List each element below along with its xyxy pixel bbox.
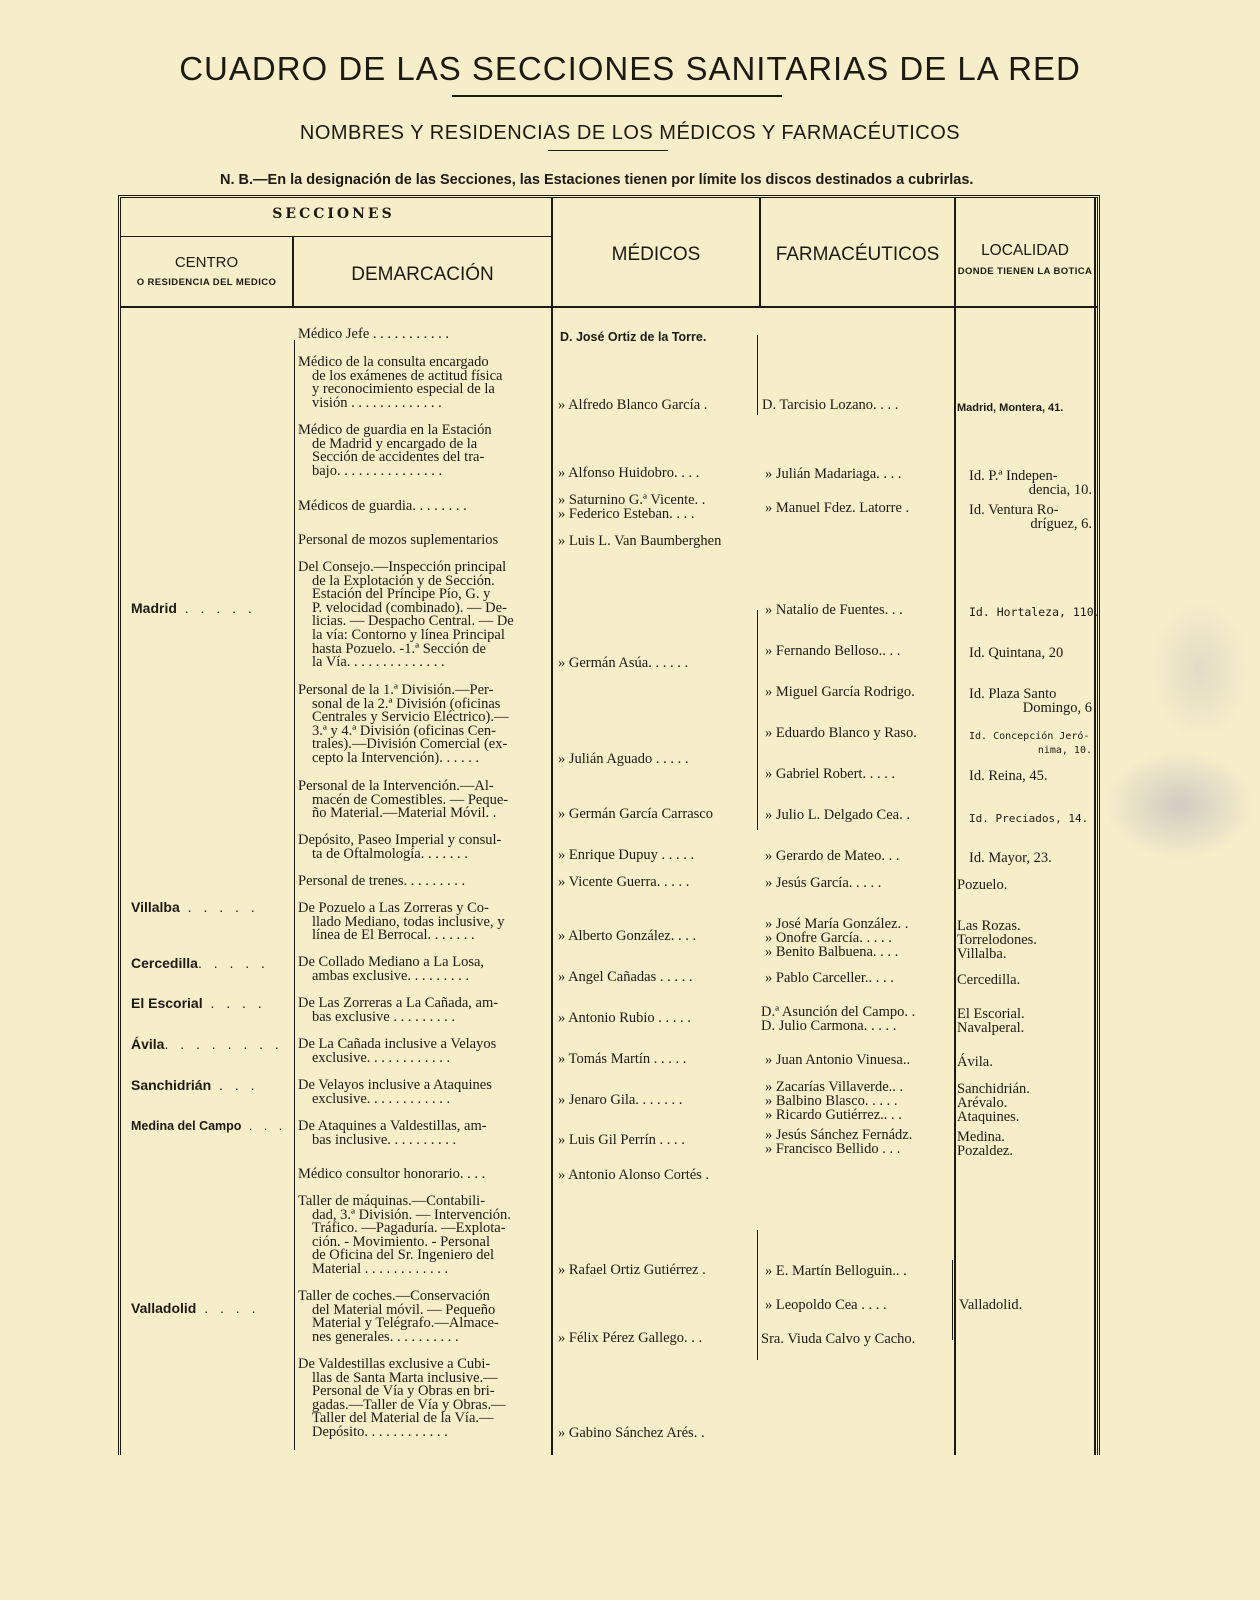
medico-5: » Luis L. Van Baumberghen bbox=[558, 533, 722, 549]
localidad-2a: Id. P.ª Indepen- bbox=[969, 468, 1058, 484]
demarcacion-7: Personal de la 1.ª División.—Per- sonal de la 2.ª División (oficinas Centrales y Servicio Eléctrico).— 3.ª y 4.ª División (oficinas Cen- trales).—División Comercial (ex- cepto la Intervención). . . . . . bbox=[298, 682, 509, 766]
localidad-12b: Torrelodones. bbox=[957, 932, 1037, 948]
demarcacion-11: De Pozuelo a Las Zorreras y Co- llado Mediano, todas inclusive, y línea de El Berrocal. . . . . . . bbox=[298, 900, 505, 944]
farmaceutico-17b: » Francisco Bellido . . . bbox=[765, 1141, 901, 1157]
centro-escorial: El Escorial . . . . bbox=[131, 995, 266, 1011]
localidad-9: Id. Preciados, 14. bbox=[969, 812, 1089, 825]
farmaceutico-18: » E. Martín Belloguin.. . bbox=[765, 1263, 907, 1279]
brace-demarcacion bbox=[294, 340, 295, 1450]
farmaceutico-9: » Julio L. Delgado Cea. . bbox=[765, 807, 910, 823]
medico-13: » Antonio Rubio . . . . . bbox=[558, 1010, 691, 1026]
brace-medicos-1 bbox=[757, 335, 758, 415]
header-demarcacion: DEMARCACIÓN bbox=[351, 264, 494, 285]
demarcacion-10: Personal de trenes. . . . . . . . . bbox=[298, 873, 466, 889]
localidad-17a: Medina. bbox=[957, 1129, 1005, 1145]
medico-4a: » Saturnino G.ª Vicente. . bbox=[558, 492, 706, 508]
localidad-12a: Las Rozas. bbox=[957, 918, 1021, 934]
farmaceutico-20: Sra. Viuda Calvo y Cacho. bbox=[761, 1331, 916, 1347]
localidad-15: Ávila. bbox=[957, 1054, 993, 1070]
farmaceutico-17a: » Jesús Sánchez Fernádz. bbox=[765, 1127, 913, 1143]
demarcacion-3: Médico de guardia en la Estación de Madrid y encargado de la Sección de accidentes del tra- bajo. . . . . . . . . . . . . . . bbox=[298, 422, 492, 479]
localidad-14b: Navalperal. bbox=[957, 1020, 1025, 1036]
farmaceutico-12b: » Onofre García. . . . . bbox=[765, 930, 892, 946]
localidad-6a: Id. Plaza Santo bbox=[969, 686, 1057, 702]
header-farmaceuticos: FARMACÉUTICOS bbox=[775, 244, 940, 265]
centro-madrid: Madrid . . . . . bbox=[131, 600, 256, 616]
localidad-16b: Arévalo. bbox=[957, 1095, 1008, 1111]
demarcacion-4: Médicos de guardia. . . . . . . . bbox=[298, 498, 467, 514]
centro-avila: Ávila. . . . . . . . bbox=[131, 1036, 283, 1052]
medico-3: » Alfonso Huidobro. . . . bbox=[558, 465, 700, 481]
title-underline bbox=[452, 95, 782, 97]
localidad-11: Pozuelo. bbox=[957, 877, 1008, 893]
demarcacion-13: De Las Zorreras a La Cañada, am- bas exclusive . . . . . . . . . bbox=[298, 995, 499, 1025]
demarcacion-16: De Ataquines a Valdestillas, am- bas inclusive. . . . . . . . . . bbox=[298, 1118, 487, 1148]
medico-1: D. José Ortiz de la Torre. bbox=[560, 330, 707, 344]
medico-6: » Germán Asúa. . . . . . bbox=[558, 655, 689, 671]
centro-valladolid: Valladolid . . . . bbox=[131, 1300, 260, 1316]
demarcacion-15: De Velayos inclusive a Ataquines exclusive. . . . . . . . . . . . bbox=[298, 1077, 492, 1107]
header-centro-label: CENTRO bbox=[174, 254, 239, 271]
subtitle-underline bbox=[548, 150, 668, 151]
localidad-7b: nima, 10. bbox=[1037, 745, 1092, 756]
demarcacion-17: Médico consultor honorario. . . . bbox=[298, 1166, 486, 1182]
demarcacion-2: Médico de la consulta encargado de los exámenes de actitud física y reconocimiento especial de la visión . . . . . . . . . . . . . bbox=[298, 354, 503, 411]
secciones-rule bbox=[121, 236, 551, 237]
medico-18: » Rafael Ortiz Gutiérrez . bbox=[558, 1262, 706, 1278]
farmaceutico-6: » Miguel García Rodrigo. bbox=[765, 684, 915, 700]
ink-smudge-faint bbox=[1150, 600, 1250, 740]
header-centro bbox=[121, 254, 292, 288]
header-centro-sub: O RESIDENCIA DEL MEDICO bbox=[136, 277, 277, 288]
farmaceutico-16a: » Zacarías Villaverde.. . bbox=[765, 1079, 904, 1095]
localidad-3a: Id. Ventura Ro- bbox=[969, 502, 1059, 518]
farmaceutico-2: » Julián Madariaga. . . . bbox=[765, 466, 902, 482]
farmaceutico-16c: » Ricardo Gutiérrez.. . . bbox=[765, 1107, 902, 1123]
ink-smudge bbox=[1105, 750, 1255, 860]
localidad-18: Valladolid. bbox=[959, 1297, 1023, 1313]
farmaceutico-1: D. Tarcisio Lozano. . . . bbox=[762, 397, 899, 413]
farmaceutico-5: » Fernando Belloso.. . . bbox=[765, 643, 901, 659]
demarcacion-18: Taller de máquinas.—Contabili- dad, 3.ª División. — Intervención. Tráfico. —Pagaduría. —Explota- ción. - Movimiento. - Personal de Oficina del Sr. Ingeniero del Material . . . . . . . . . . . . bbox=[298, 1193, 511, 1277]
demarcacion-6: Del Consejo.—Inspección principal de la Explotación y de Sección. Estación del Príncipe Pío, G. y P. velocidad (combinado). — De- licias. — Despacho Central. — De la vía: Contorno y línea Principal hasta Pozuelo. -1.ª Sección de la Vía. . . . . . . . . . . . . . bbox=[298, 559, 514, 671]
demarcacion-12: De Collado Mediano a La Losa, ambas exclusive. . . . . . . . . bbox=[298, 954, 485, 984]
medico-12: » Angel Cañadas . . . . . bbox=[558, 969, 693, 985]
brace-farmaceuticos bbox=[952, 1260, 953, 1340]
medico-10: » Vicente Guerra. . . . . bbox=[558, 874, 690, 890]
medico-17: » Antonio Alonso Cortés . bbox=[558, 1167, 710, 1183]
localidad-3b: dríguez, 6. bbox=[1030, 516, 1092, 532]
farmaceutico-3: » Manuel Fdez. Latorre . bbox=[765, 500, 910, 516]
col-sep-farmaceuticos bbox=[954, 198, 956, 1455]
farmaceutico-14a: D.ª Asunción del Campo. . bbox=[761, 1004, 916, 1020]
localidad-16a: Sanchidrián. bbox=[957, 1081, 1030, 1097]
localidad-5: Id. Quintana, 20 bbox=[969, 645, 1064, 661]
col-sep-demarcacion bbox=[551, 198, 553, 1455]
medico-8: » Germán García Carrasco bbox=[558, 806, 713, 822]
page-subtitle: NOMBRES Y RESIDENCIAS DE LOS MÉDICOS Y FARMACÉUTICOS bbox=[299, 122, 961, 144]
demarcacion-1: Médico Jefe . . . . . . . . . . . bbox=[298, 326, 450, 342]
medico-15: » Jenaro Gila. . . . . . . bbox=[558, 1092, 683, 1108]
localidad-13: Cercedilla. bbox=[957, 972, 1021, 988]
localidad-10: Id. Mayor, 23. bbox=[969, 850, 1052, 866]
localidad-17b: Pozaldez. bbox=[957, 1143, 1013, 1159]
centro-villalba: Villalba . . . . . bbox=[131, 899, 259, 915]
localidad-12c: Villalba. bbox=[957, 946, 1007, 962]
header-localidad-sub: DONDE TIENEN LA BOTICA bbox=[957, 266, 1093, 277]
medico-9: » Enrique Dupuy . . . . . bbox=[558, 847, 695, 863]
medico-2: » Alfredo Blanco García . bbox=[558, 397, 708, 413]
farmaceutico-4: » Natalio de Fuentes. . . bbox=[765, 602, 903, 618]
localidad-14a: El Escorial. bbox=[957, 1006, 1025, 1022]
note-text: N. B.—En la designación de las Secciones, las Estaciones tienen por límite los discos destinados a cubrirlas. bbox=[220, 172, 974, 188]
medico-7: » Julián Aguado . . . . . bbox=[558, 751, 689, 767]
header-bottom-rule bbox=[121, 306, 1097, 308]
col-sep-localidad bbox=[1094, 198, 1096, 1455]
medico-14: » Tomás Martín . . . . . bbox=[558, 1051, 687, 1067]
demarcacion-20: De Valdestillas exclusive a Cubi- llas de Santa Marta inclusive.— Personal de Vía y Obras en bri- gadas.—Taller de Vía y Obras.— Taller del Material de la Vía.— Depósito. . . . . . . . . . . . bbox=[298, 1356, 506, 1440]
farmaceutico-10: » Gerardo de Mateo. . . bbox=[765, 848, 900, 864]
localidad-1: Madrid, Montera, 41. bbox=[957, 402, 1064, 414]
brace-medicos-3 bbox=[757, 1230, 758, 1360]
farmaceutico-19: » Leopoldo Cea . . . . bbox=[765, 1297, 887, 1313]
medico-11: » Alberto González. . . . bbox=[558, 928, 697, 944]
demarcacion-9: Depósito, Paseo Imperial y consul- ta de Oftalmología. . . . . . . bbox=[298, 832, 502, 862]
header-medicos: MÉDICOS bbox=[611, 244, 701, 265]
medico-16: » Luis Gil Perrín . . . . bbox=[558, 1132, 685, 1148]
header-localidad bbox=[956, 242, 1094, 277]
demarcacion-19: Taller de coches.—Conservación del Material móvil. — Pequeño Material y Telégrafo.—Almace- nes generales. . . . . . . . . . bbox=[298, 1288, 499, 1345]
farmaceutico-15: » Juan Antonio Vinuesa.. bbox=[765, 1052, 911, 1068]
page-title: CUADRO DE LAS SECCIONES SANITARIAS DE LA RED bbox=[179, 50, 1081, 87]
localidad-2b: dencia, 10. bbox=[1028, 482, 1092, 498]
demarcacion-5: Personal de mozos suplementarios bbox=[298, 532, 499, 548]
medico-4b: » Federico Esteban. . . . bbox=[558, 506, 695, 522]
localidad-16c: Ataquines. bbox=[957, 1109, 1020, 1125]
farmaceutico-14b: D. Julio Carmona. . . . . bbox=[761, 1018, 897, 1034]
farmaceutico-11: » Jesús García. . . . . bbox=[765, 875, 882, 891]
localidad-8: Id. Reina, 45. bbox=[969, 768, 1048, 784]
centro-sanchidrian: Sanchidrián . . . bbox=[131, 1077, 259, 1093]
demarcacion-14: De La Cañada inclusive a Velayos exclusive. . . . . . . . . . . . bbox=[298, 1036, 497, 1066]
header-secciones: SECCIONES bbox=[272, 206, 395, 222]
farmaceutico-8: » Gabriel Robert. . . . . bbox=[765, 766, 896, 782]
demarcacion-8: Personal de la Intervención.—Al- macén de Comestibles. — Peque- ño Material.—Material Móvil. . bbox=[298, 778, 509, 822]
farmaceutico-12a: » José María González. . bbox=[765, 916, 909, 932]
centro-medina: Medina del Campo . . . bbox=[131, 1119, 287, 1133]
header-localidad-label: LOCALIDAD bbox=[981, 242, 1069, 259]
brace-medicos-2 bbox=[757, 610, 758, 830]
centro-cercedilla: Cercedilla. . . . . bbox=[131, 955, 269, 971]
farmaceutico-12c: » Benito Balbuena. . . . bbox=[765, 944, 899, 960]
localidad-7a: Id. Concepción Jeró- bbox=[969, 731, 1090, 742]
farmaceutico-13: » Pablo Carceller.. . . . bbox=[765, 970, 894, 986]
farmaceutico-7: » Eduardo Blanco y Raso. bbox=[765, 725, 917, 741]
localidad-4: Id. Hortaleza, 110. bbox=[969, 605, 1101, 619]
medico-19: » Félix Pérez Gallego. . . bbox=[558, 1330, 703, 1346]
medico-20: » Gabino Sánchez Arés. . bbox=[558, 1425, 705, 1441]
farmaceutico-16b: » Balbino Blasco. . . . . bbox=[765, 1093, 898, 1109]
localidad-6b: Domingo, 6 bbox=[1022, 700, 1092, 716]
